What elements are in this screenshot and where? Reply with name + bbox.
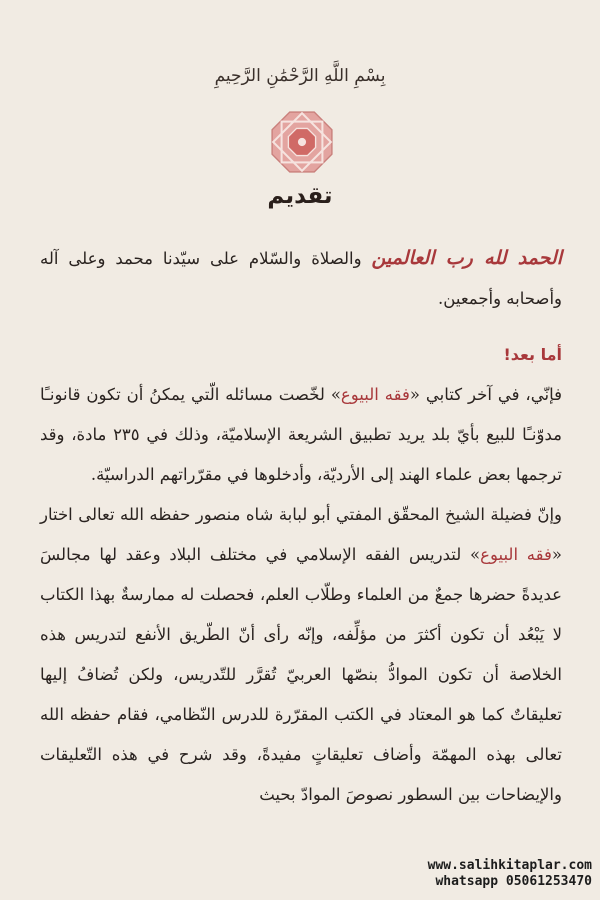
paragraph-opening: [40, 238, 562, 319]
website-watermark: www.salihkitaplar.com: [427, 858, 592, 873]
whatsapp-watermark: whatsapp 05061253470: [435, 874, 592, 889]
paragraph-text: فإنّي، في آخر كتابي «: [409, 385, 562, 404]
octagonal-star-ornament-icon: [268, 108, 336, 176]
preface-body: [40, 238, 562, 815]
paragraph-sheikh: [40, 495, 562, 815]
paragraph-summary: [40, 375, 562, 495]
page-title: تقديم: [267, 183, 333, 209]
paragraph-text: » لتدريس الفقه الإسلامي في مختلف البلاد وعقد لها مجالسَ عديدةً حضرها جمعٌ من العلماء وطلّاب العلم، فحصلت له ممارسةٌ بهذا الكتاب لا يَبْعُد أن تكون أكثرَ من مؤلِّفه، وإنّه رأى أنّ الطّريق الأنفع لتدريس هذه الخلاصة أن تكون الموادُّ بنصّها العربيّ تُقرَّر للتّدريس، ولكن تُضافُ إليها تعليقاتٌ كما هو المعتاد في الكتب المقرّرة للدرس النّظامي، فقام حفظه الله تعالى بهذه المهمّة وأضاف تعليقاتٍ مفيدةً، وقد شرح في هذه التّعليقات والإيضاحات بين السطور نصوصَ الموادّ بحيث: [40, 545, 562, 804]
paragraph-text: والصلاة والسّلام على سيّدنا محمد وعلى آله وأصحابه وأجمعين.: [40, 249, 562, 308]
amma-bad-heading: [40, 335, 562, 375]
basmala-heading: بِسْمِ اللَّهِ الرَّحْمَٰنِ الرَّحِيمِ: [214, 66, 386, 86]
book-title-highlight: فقه البيوع: [480, 545, 552, 564]
watermark-footer: [0, 858, 598, 890]
paragraph-text: وإنّ فضيلة الشيخ المحقّق المفتي أبو لبابة شاه منصور حفظه الله تعالى اختار «: [40, 505, 562, 564]
book-title-highlight: فقه البيوع: [340, 385, 410, 404]
paragraph-text: » لخّصت مسائله الّتي يمكنُ أن تكون قانونـًا مدوّنـًا للبيع بأيّ بلد يريد تطبيق الشريعة الإسلاميّة، وذلك في ٢٣٥ مادة، وقد ترجمها بعض علماء الهند إلى الأرديّة، وأدخلوها في مقرّراتهم الدراسيّة.: [40, 385, 562, 484]
amma-bad-label: أما بعد!: [503, 345, 562, 364]
hamd-calligraphy: الحمد لله رب العالمين: [371, 247, 562, 269]
